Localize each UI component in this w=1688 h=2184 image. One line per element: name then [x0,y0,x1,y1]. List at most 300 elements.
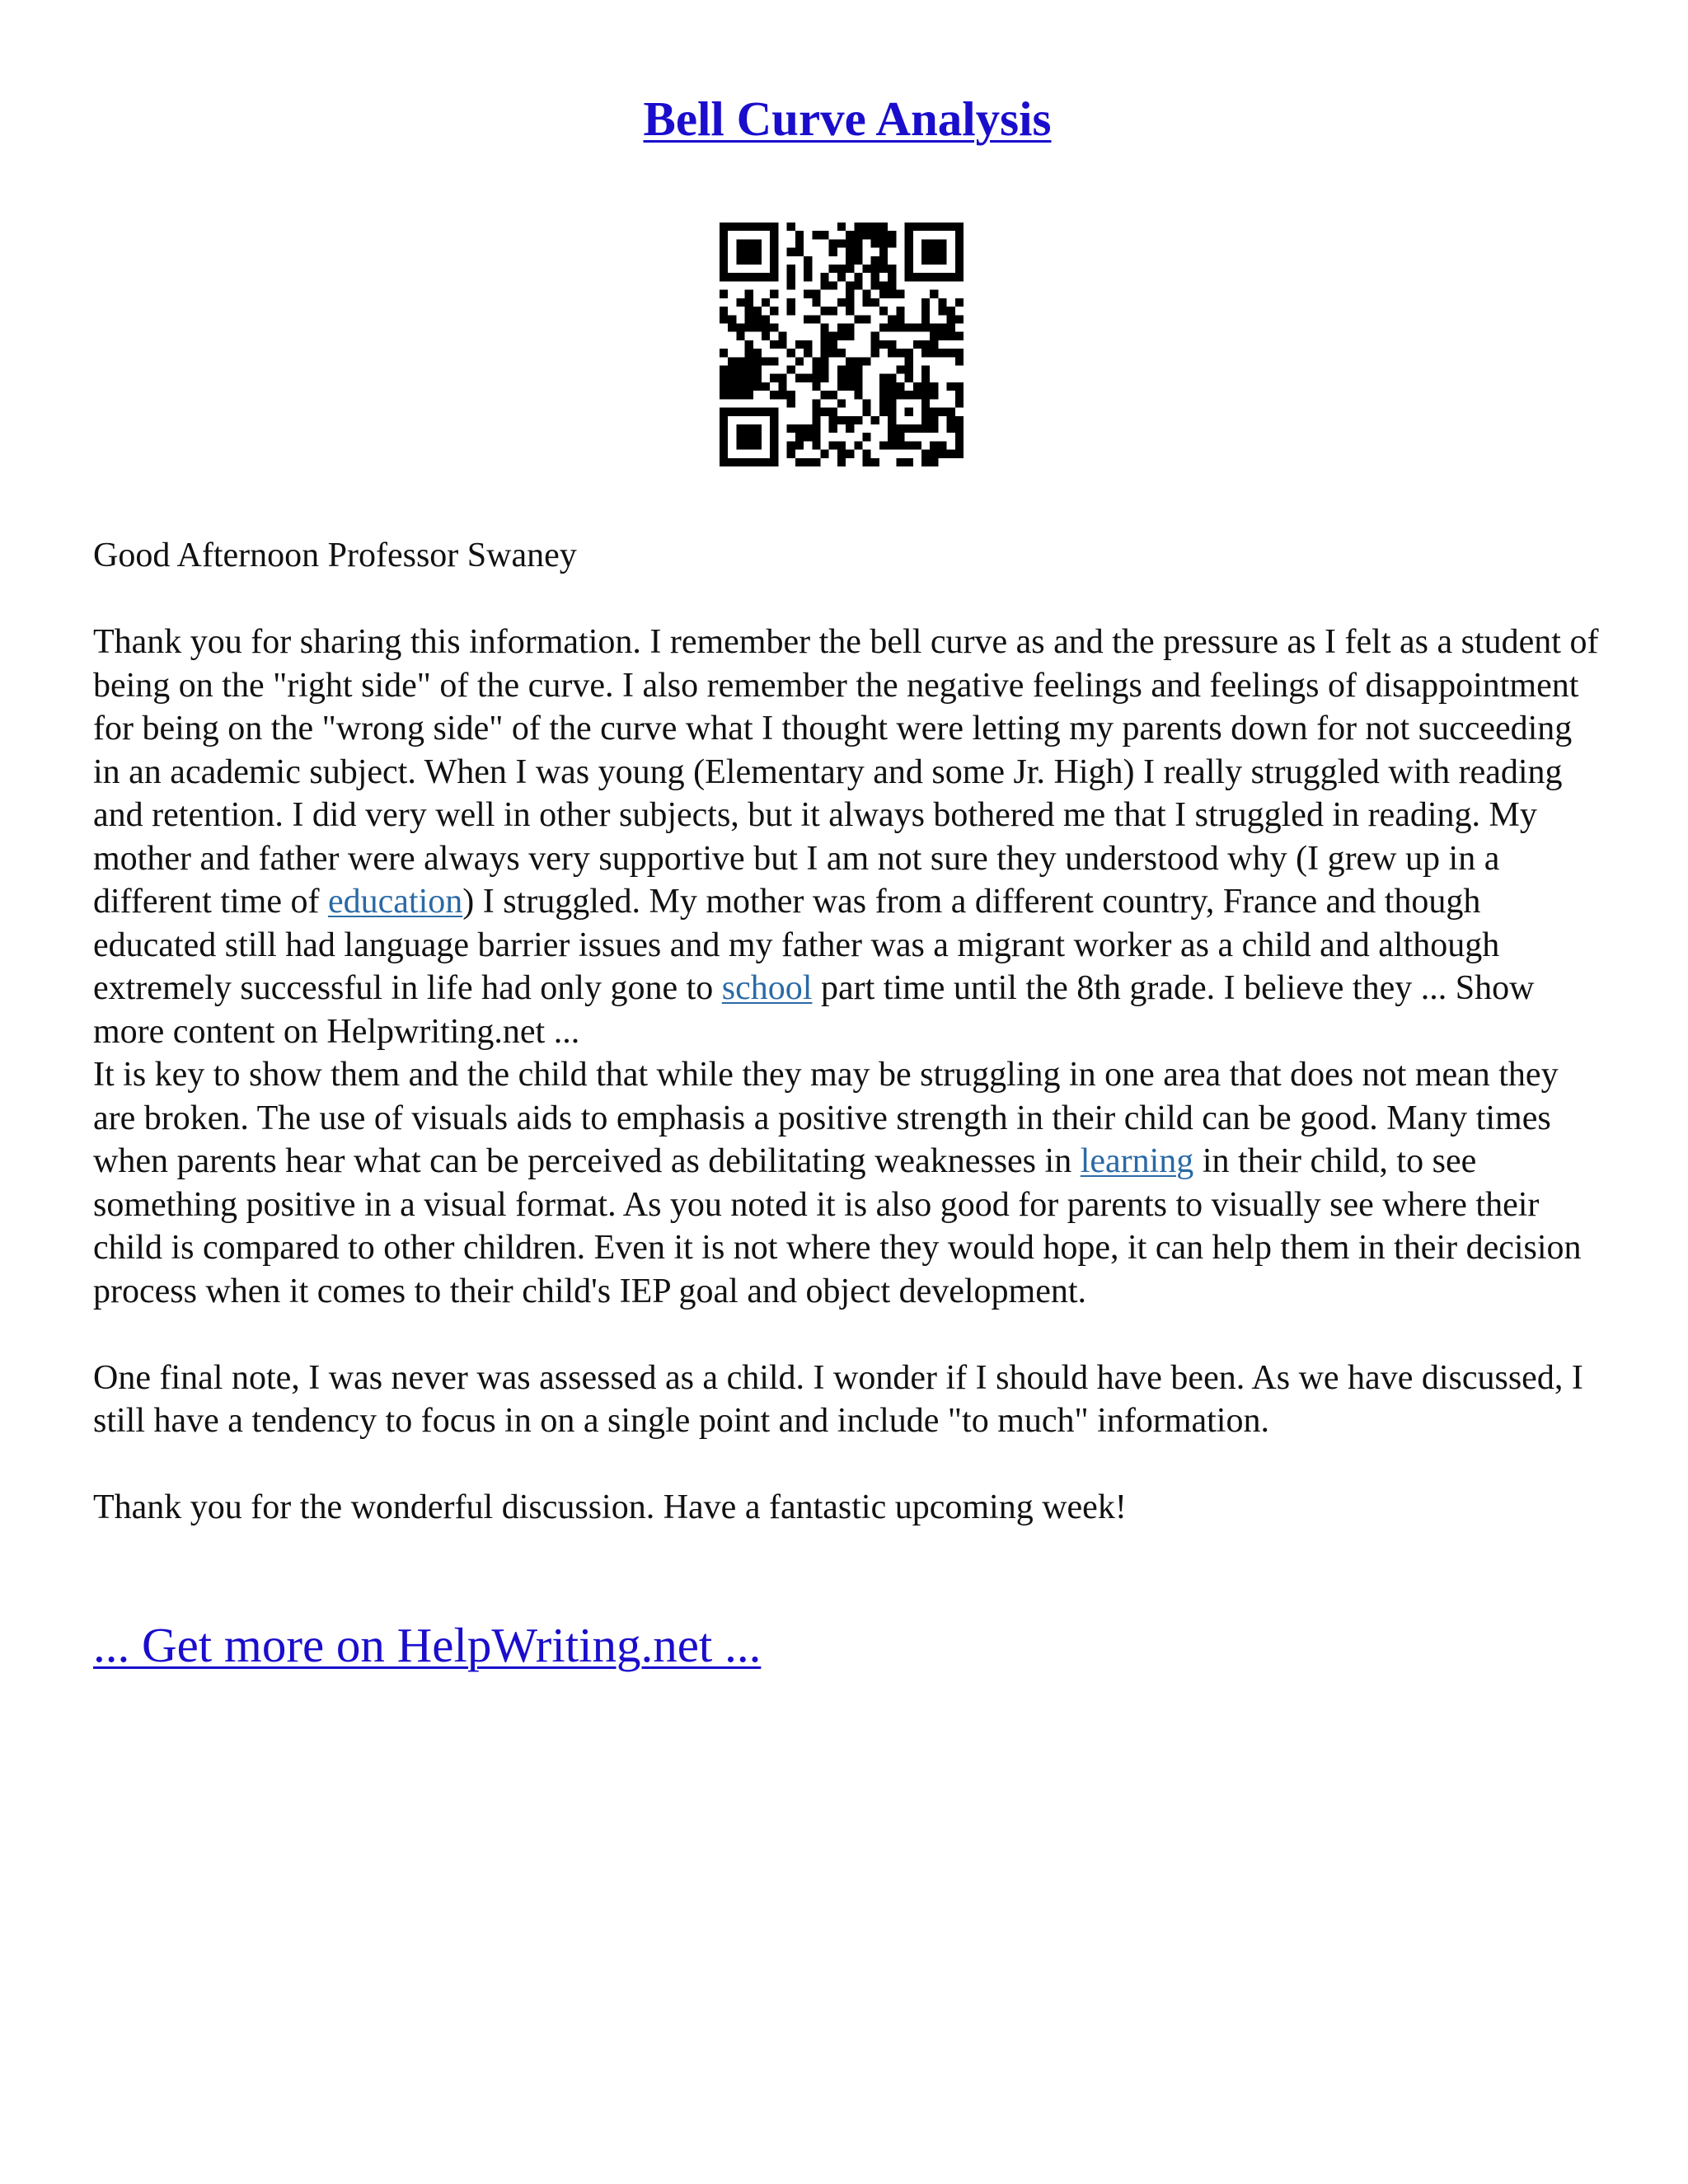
qr-module [736,357,744,365]
qr-module [745,357,753,365]
qr-module [720,231,728,239]
qr-module [778,374,786,382]
qr-module [753,248,762,256]
qr-module [854,357,862,365]
qr-module [820,231,828,239]
qr-module [905,357,913,365]
qr-module [888,391,896,399]
qr-module [728,458,736,466]
qr-module [879,256,888,265]
qr-module [812,374,820,382]
qr-module [930,424,938,433]
qr-module [896,441,904,449]
qr-module [753,256,762,265]
title-container [93,89,1601,148]
qr-module [736,332,744,340]
qr-module [955,315,964,323]
qr-module [753,239,762,247]
qr-module [762,357,770,365]
qr-module [745,366,753,374]
qr-module [871,265,879,273]
qr-module [837,349,846,357]
qr-module [896,307,904,315]
qr-module [905,374,913,382]
qr-module [770,408,778,416]
qr-module [728,382,736,391]
qr-module [787,273,795,281]
qr-module [854,416,862,424]
qr-module [938,450,946,458]
qr-module [720,450,728,458]
qr-module [896,433,904,441]
qr-module [812,433,820,441]
qr-module [804,265,812,273]
qr-module [955,265,964,273]
qr-module [837,458,846,466]
qr-module [720,433,728,441]
qr-module [955,349,964,357]
qr-module [955,273,964,281]
qr-module [770,450,778,458]
qr-module [913,382,921,391]
qr-module [955,391,964,399]
qr-module [736,239,744,247]
qr-module [736,323,744,331]
greeting-text: Good Afternoon Professor Swaney [93,537,577,574]
qr-module [753,223,762,231]
qr-module [812,424,820,433]
qr-module [930,273,938,281]
qr-module [913,424,921,433]
qr-module [921,323,930,331]
qr-module [846,332,854,340]
qr-module [921,424,930,433]
qr-module [736,382,744,391]
qr-module [871,223,879,231]
qr-module [938,323,946,331]
paragraph-1 [93,621,1601,1053]
qr-module [720,458,728,466]
get-more-link[interactable]: ... Get more on HelpWriting.net ... [93,1618,762,1672]
qr-module [879,248,888,256]
qr-module [829,332,837,340]
qr-module [728,408,736,416]
qr-module [947,307,955,315]
qr-module [879,281,888,289]
qr-module [736,256,744,265]
qr-module [905,273,913,281]
qr-module [837,223,846,231]
paragraph-1-part-3: part time until the 8th grade. I believe they ... Show more content on Helpwriting.net ... [93,969,1535,1051]
qr-module [938,239,946,247]
qr-module [938,223,946,231]
qr-module [913,340,921,349]
qr-module [947,323,955,331]
qr-module [896,391,904,399]
qr-module [955,239,964,247]
qr-module [921,349,930,357]
qr-module [829,265,837,273]
qr-module [871,239,879,247]
qr-module [921,223,930,231]
qr-module [753,441,762,449]
qr-module [829,391,837,399]
qr-module [888,239,896,247]
qr-module [736,441,744,449]
qr-module [829,307,837,315]
qr-module [955,223,964,231]
qr-module [938,273,946,281]
qr-module [720,256,728,265]
qr-module [871,298,879,307]
qr-module [879,323,888,331]
qr-module [762,315,770,323]
qr-module [888,315,896,323]
qr-module [787,399,795,407]
qr-module [871,458,879,466]
qr-module [778,382,786,391]
qr-module [837,416,846,424]
qr-module [728,374,736,382]
qr-module [753,366,762,374]
page-title-link[interactable]: Bell Curve Analysis [643,91,1052,146]
qr-module [804,340,812,349]
qr-module [955,433,964,441]
qr-module [888,281,896,289]
qr-module [745,433,753,441]
qr-module [955,441,964,449]
qr-module [955,298,964,307]
qr-module [905,441,913,449]
qr-module [863,450,871,458]
qr-module [905,223,913,231]
qr-module [770,307,778,315]
qr-module [820,374,828,382]
qr-module [871,332,879,340]
qr-module [770,424,778,433]
qr-module [896,458,904,466]
qr-module [745,323,753,331]
qr-module [863,433,871,441]
qr-module [736,424,744,433]
school-link[interactable]: school [721,969,813,1007]
qr-code-icon [720,223,964,466]
education-link[interactable]: education [327,883,463,921]
qr-module [770,357,778,365]
qr-module [930,323,938,331]
qr-module [736,298,744,307]
qr-module [930,223,938,231]
qr-module [879,441,888,449]
qr-module [787,391,795,399]
qr-module [846,298,854,307]
qr-module [930,349,938,357]
qr-module [921,391,930,399]
qr-module [745,248,753,256]
qr-module [846,424,854,433]
qr-module [770,290,778,298]
qr-module [905,408,913,416]
qr-module [854,273,862,281]
qr-module [854,366,862,374]
qr-module [753,273,762,281]
qr-module [913,223,921,231]
qr-module [905,391,913,399]
qr-module [879,307,888,315]
qr-module [846,374,854,382]
qr-module [720,416,728,424]
qr-module [770,273,778,281]
qr-module [871,231,879,239]
qr-module [930,441,938,449]
paragraph-1-part-2: ) I struggled. My mother was from a different country, France and though educated still had language barrier issues and my father was a migrant worker as a child and although extremely successful in life had only gone to [93,883,1500,1007]
qr-module [812,290,820,298]
qr-module [879,391,888,399]
qr-module [938,298,946,307]
qr-module [955,450,964,458]
qr-module [921,298,930,307]
qr-module [846,416,854,424]
qr-module [846,248,854,256]
qr-module [728,315,736,323]
qr-module [879,265,888,273]
qr-module [896,424,904,433]
qr-module [930,382,938,391]
qr-module [921,374,930,382]
qr-module [720,391,728,399]
qr-module [736,223,744,231]
qr-module [745,424,753,433]
qr-module [753,424,762,433]
qr-module [804,424,812,433]
qr-module [837,366,846,374]
qr-module [837,298,846,307]
qr-module [879,399,888,407]
paragraph-2 [93,1053,1601,1313]
qr-module [829,239,837,247]
paragraph-1-part-1: Thank you for sharing this information. I remember the bell curve as and the pressure as I felt as a student of being on the "right side" of the curve. I also remember the negative feelings and feelings of disappointment for being on the "wrong side" of the curve what I thought were letting my parents down for not succeeding in an academic subject. When I was young (Elementary and some Jr. High) I really struggled with reading and retention. I did very well in other subjects, but it always bothered me that I struggled in reading. My mother and father were always very supportive but I am not sure they understood why (I grew up in a different time of [93,623,1599,921]
qr-module [888,416,896,424]
qr-module [938,441,946,449]
qr-module [888,323,896,331]
qr-module [879,382,888,391]
qr-module [720,265,728,273]
qr-module [812,298,820,307]
qr-module [804,458,812,466]
qr-module [728,391,736,399]
qr-module [745,408,753,416]
qr-module [804,433,812,441]
qr-module [762,458,770,466]
qr-module [812,441,820,449]
qr-module [913,273,921,281]
qr-module [863,399,871,407]
qr-module [829,408,837,416]
qr-module [820,340,828,349]
qr-module [854,315,862,323]
qr-module [787,248,795,256]
qr-module [871,349,879,357]
qr-module [736,433,744,441]
qr-module [854,256,862,265]
qr-module [720,424,728,433]
qr-module [736,391,744,399]
qr-module [854,391,862,399]
qr-module [854,374,862,382]
qr-module [879,290,888,298]
qr-module [947,332,955,340]
qr-module [795,441,804,449]
qr-module [938,256,946,265]
qr-module [921,458,930,466]
qr-module [905,265,913,273]
qr-module [938,307,946,315]
qr-module [888,273,896,281]
qr-module [863,315,871,323]
qr-module [871,273,879,281]
qr-module [770,458,778,466]
qr-module [770,433,778,441]
qr-module [837,323,846,331]
qr-module [837,399,846,407]
qr-module [804,290,812,298]
qr-module [888,382,896,391]
qr-module [720,408,728,416]
qr-module [820,450,828,458]
qr-module [955,382,964,391]
qr-module [736,458,744,466]
qr-module [896,315,904,323]
qr-module [888,340,896,349]
qr-module [846,450,854,458]
qr-module [846,323,854,331]
qr-module [854,281,862,289]
qr-module [930,239,938,247]
qr-module [804,256,812,265]
qr-module [804,315,812,323]
qr-module [947,416,955,424]
qr-module [846,231,854,239]
qr-module [888,433,896,441]
qr-module [745,441,753,449]
qr-module [720,382,728,391]
qr-module [820,391,828,399]
qr-module [829,416,837,424]
qr-module [955,332,964,340]
qr-module [745,349,753,357]
qr-module [770,223,778,231]
qr-module [753,433,762,441]
qr-module [888,265,896,273]
qr-module [778,332,786,340]
qr-module [720,248,728,256]
learning-link[interactable]: learning [1080,1142,1194,1180]
qr-module [720,349,728,357]
qr-module [736,248,744,256]
qr-module [947,424,955,433]
qr-module [930,248,938,256]
qr-module [930,256,938,265]
qr-module [930,458,938,466]
qr-module [820,357,828,365]
qr-module [753,349,762,357]
qr-module [745,239,753,247]
qr-module [938,349,946,357]
qr-module [905,248,913,256]
qr-module [846,290,854,298]
qr-module [829,340,837,349]
qr-module [846,366,854,374]
qr-module [846,239,854,247]
qr-module [745,223,753,231]
qr-module [745,315,753,323]
qr-module [871,256,879,265]
qr-module [720,307,728,315]
qr-module [795,424,804,433]
qr-module [854,231,862,239]
qr-module [770,391,778,399]
qr-module [896,349,904,357]
qr-module [846,265,854,273]
qr-module [888,231,896,239]
qr-module [745,256,753,265]
qr-module [854,239,862,247]
qr-module [888,399,896,407]
qr-module [930,340,938,349]
qr-module [762,332,770,340]
qr-module [736,408,744,416]
qr-module [930,332,938,340]
qr-module [947,408,955,416]
qr-module [846,281,854,289]
qr-module [846,382,854,391]
qr-module [720,273,728,281]
qr-module [955,256,964,265]
qr-module [837,239,846,247]
qr-module [863,265,871,273]
qr-module [854,223,862,231]
qr-module [921,315,930,323]
qr-module [921,256,930,265]
qr-module [888,290,896,298]
qr-module [863,458,871,466]
qr-module [770,374,778,382]
qr-module [787,349,795,357]
paragraph-4: Thank you for the wonderful discussion. Have a fantastic upcoming week! [93,1488,1127,1526]
qr-module [837,441,846,449]
qr-module [888,374,896,382]
qr-module [871,340,879,349]
qr-module [770,239,778,247]
qr-module [812,366,820,374]
qr-module [720,374,728,382]
qr-module [753,374,762,382]
qr-module [787,441,795,449]
qr-module [905,458,913,466]
qr-module [778,340,786,349]
qr-module [745,298,753,307]
qr-module [820,366,828,374]
qr-module [947,315,955,323]
qr-module [921,273,930,281]
qr-module [770,248,778,256]
qr-module [720,223,728,231]
qr-module [846,357,854,365]
qr-module [736,273,744,281]
qr-module [787,265,795,273]
qr-module [905,323,913,331]
qr-module [913,441,921,449]
